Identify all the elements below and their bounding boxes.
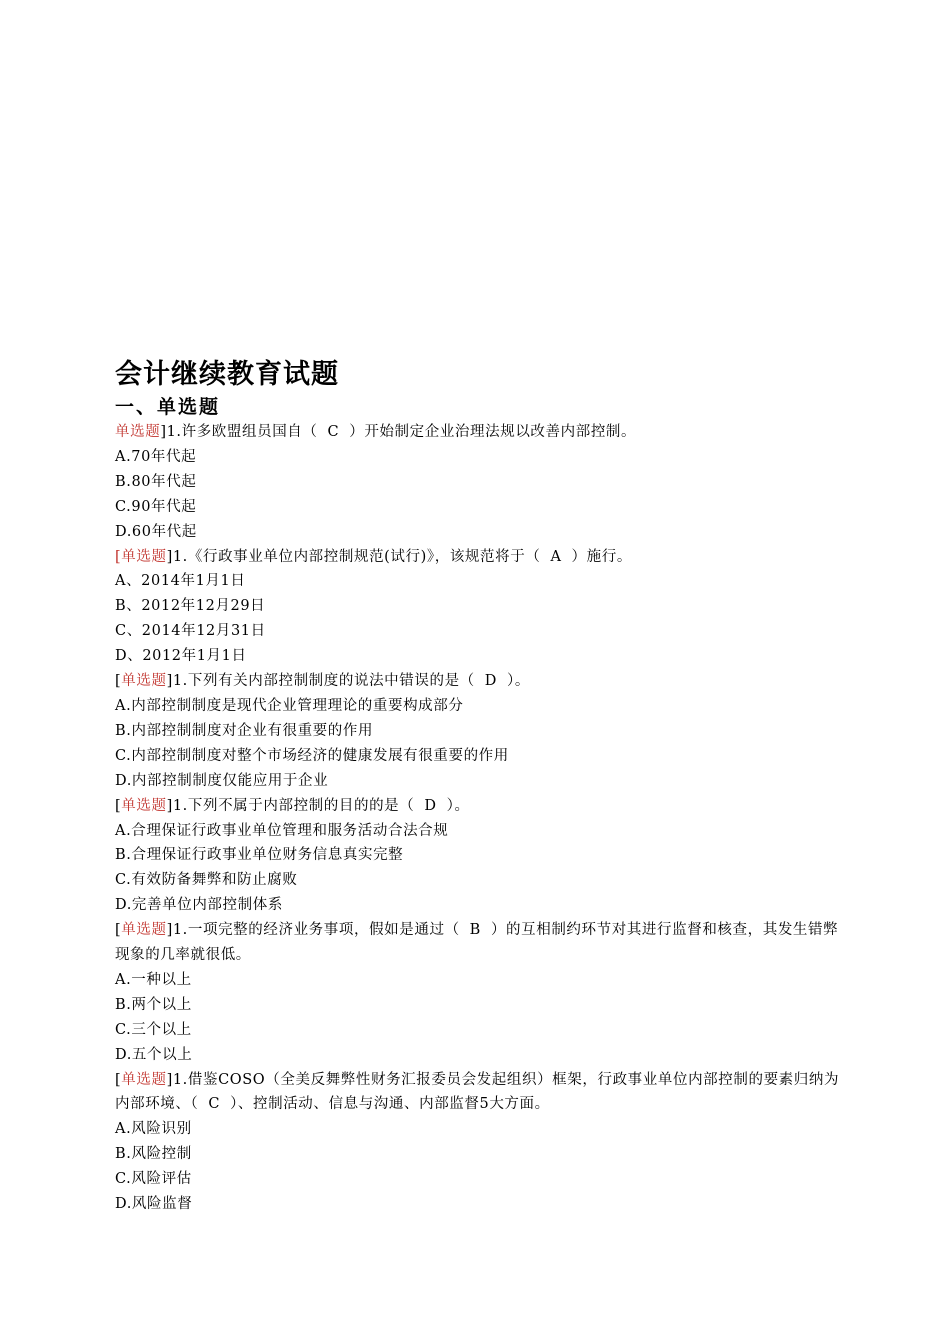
question-6	[115, 1068, 840, 1217]
option: D.内部控制制度仅能应用于企业	[115, 772, 329, 789]
option: A.风险识别	[115, 1121, 192, 1138]
option: B.合理保证行政事业单位财务信息真实完整	[115, 847, 404, 864]
option: A.合理保证行政事业单位管理和服务活动合法合规	[115, 822, 449, 839]
option: D.完善单位内部控制体系	[115, 897, 283, 914]
answer: C	[327, 424, 340, 440]
option: B.风险控制	[115, 1146, 192, 1163]
question-stem: 单选题]1.许多欧盟组员国自（ C ）开始制定企业治理法规以改善内部控制。	[115, 420, 840, 445]
option: C、2014年12月31日	[115, 623, 266, 640]
question-stem: [单选题]1.借鉴COSO（全美反舞弊性财务汇报委员会发起组织）框架，行政事业单位内部控制的要素归纳为内部环境、（ C ）、控制活动、信息与沟通、内部监督5大方面。	[115, 1068, 840, 1118]
answer: D	[424, 797, 437, 814]
option: D.风险监督	[115, 1196, 193, 1213]
answer: A	[550, 548, 562, 565]
question-type-tag: 单选题	[121, 673, 167, 690]
option: A.一种以上	[115, 971, 192, 988]
option: B.80年代起	[115, 473, 197, 490]
option: C.风险评估	[115, 1171, 192, 1188]
question-type-tag: 单选题	[121, 922, 167, 939]
answer: B	[469, 922, 481, 939]
option: A.70年代起	[115, 448, 197, 465]
document-title: 会计继续教育试题	[115, 359, 339, 390]
question-3	[115, 669, 840, 794]
answer: D	[484, 673, 498, 690]
option: D、2012年1月1日	[115, 648, 247, 665]
option: B、2012年12月29日	[115, 598, 266, 615]
document-page	[115, 356, 840, 1217]
question-2	[115, 545, 840, 670]
question-stem: [单选题]1.一项完整的经济业务事项，假如是通过（ B ）的互相制约环节对其进行监督和核查，其发生错弊现象的几率就很低。	[115, 918, 840, 968]
option: A.内部控制制度是现代企业管理理论的重要构成部分	[115, 697, 464, 714]
option: B.两个以上	[115, 996, 192, 1013]
question-type-tag: 单选题	[121, 1071, 167, 1088]
question-type-tag: 单选题	[115, 424, 161, 440]
option: C.90年代起	[115, 498, 197, 515]
section-title: 一、单选题	[115, 396, 221, 418]
question-type-tag: 单选题	[121, 797, 167, 814]
option: B.内部控制制度对企业有很重要的作用	[115, 722, 374, 739]
option: C.内部控制制度对整个市场经济的健康发展有很重要的作用	[115, 747, 509, 764]
option: C.三个以上	[115, 1021, 192, 1038]
option: D.60年代起	[115, 523, 197, 540]
option: C.有效防备舞弊和防止腐败	[115, 872, 298, 889]
question-stem: [单选题]1.下列不属于内部控制的目的的是（ D ）。	[115, 794, 840, 819]
question-5	[115, 918, 840, 1067]
question-stem: [单选题]1.下列有关内部控制制度的说法中错误的是（ D ）。	[115, 669, 840, 694]
question-stem: [单选题]1.《行政事业单位内部控制规范(试行)》，该规范将于（ A ）施行。	[115, 545, 840, 570]
option: A、2014年1月1日	[115, 573, 246, 590]
answer: C	[208, 1096, 221, 1113]
option: D.五个以上	[115, 1046, 193, 1063]
question-type-tag: 单选题	[121, 548, 167, 565]
question-4	[115, 794, 840, 919]
question-1	[115, 420, 840, 545]
